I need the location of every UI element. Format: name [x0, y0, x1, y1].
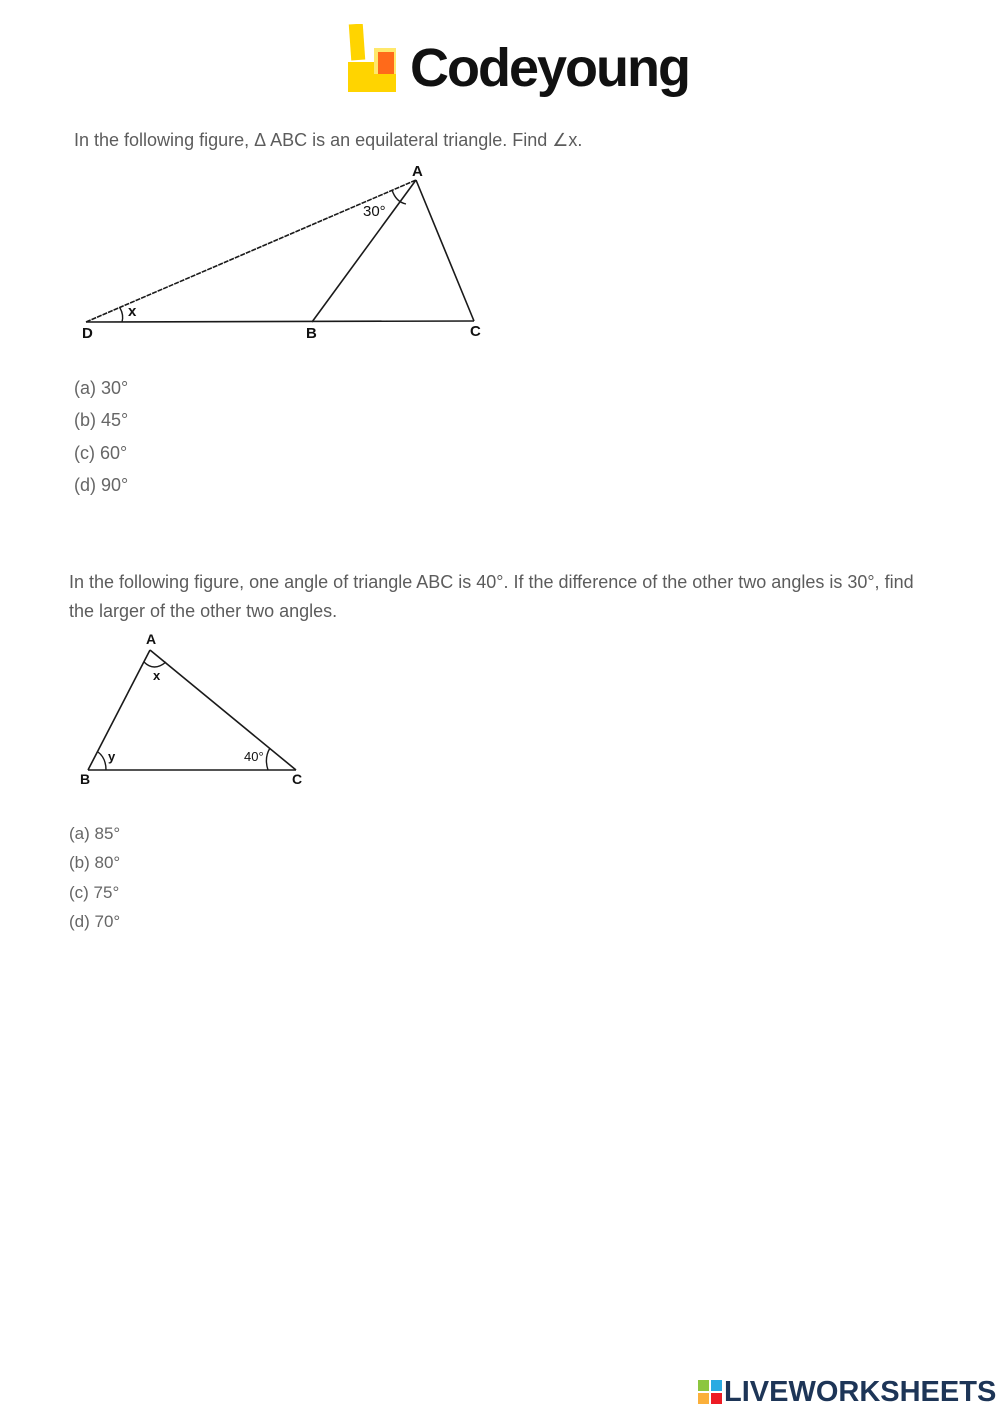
angle-arc-A: [144, 662, 166, 667]
angle-label-x: x: [128, 303, 137, 320]
point-label-B: B: [306, 325, 317, 342]
angle-label-x: x: [153, 668, 161, 683]
liveworksheets-watermark: LIVEWORKSHEETS: [724, 1376, 997, 1408]
angle-label-30: 30°: [363, 203, 386, 220]
segment-AC: [150, 650, 296, 770]
segment-DC: [86, 321, 474, 322]
angle-label-40: 40°: [244, 749, 264, 764]
point-label-B: B: [80, 771, 91, 787]
option-a[interactable]: (a) 30°: [74, 378, 129, 398]
question-2-text: In the following figure, one angle of triangle ABC is 40°. If the difference of the other two angles is 30°, find the larger of the other two angles.: [69, 572, 914, 621]
point-label-D: D: [82, 325, 93, 342]
brand-name: Codeyoung: [410, 38, 689, 98]
angle-label-y: y: [108, 749, 116, 764]
option-c[interactable]: (c) 75°: [69, 883, 120, 902]
point-label-A: A: [412, 163, 423, 180]
point-label-C: C: [292, 771, 303, 787]
option-c[interactable]: (c) 60°: [74, 443, 128, 463]
option-b[interactable]: (b) 80°: [69, 853, 121, 872]
segment-AC: [416, 180, 474, 321]
option-b[interactable]: (b) 45°: [74, 410, 129, 430]
angle-arc-D: [120, 308, 123, 322]
option-d[interactable]: (d) 70°: [69, 912, 121, 931]
angle-arc-B: [98, 752, 106, 770]
question-1-text: In the following figure, Δ ABC is an equilateral triangle. Find ∠x.: [74, 130, 583, 150]
angle-arc-C: [266, 748, 270, 770]
option-a[interactable]: (a) 85°: [69, 824, 121, 843]
point-label-C: C: [470, 323, 481, 340]
option-d[interactable]: (d) 90°: [74, 475, 129, 495]
point-label-A: A: [146, 631, 157, 647]
question-2-figure: [76, 630, 312, 790]
segment-DA: [86, 180, 416, 322]
question-1-figure: [74, 158, 504, 342]
liveworksheets-logo-icon: [698, 1380, 722, 1404]
segment-BA: [88, 650, 150, 770]
codeyoung-logo-icon: [344, 24, 400, 96]
